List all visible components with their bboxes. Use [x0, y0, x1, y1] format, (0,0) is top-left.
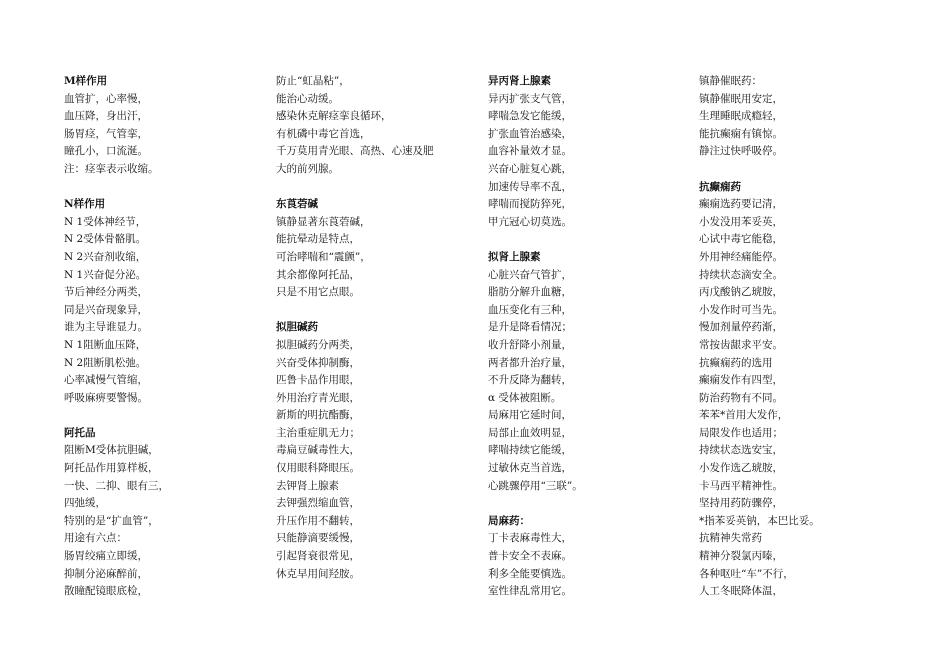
text-line: 苯苯*首用大发作， — [699, 409, 789, 422]
text-column-2 — [276, 73, 434, 583]
text-line: 哮喘而搅防猝死， — [488, 198, 572, 211]
text-line: 局限发作也适用； — [699, 426, 783, 439]
text-line: 谁为主导谁显力。 — [64, 321, 148, 334]
text-line: 哮喘急发它能缓， — [488, 110, 572, 123]
text-line: 节后神经分两类， — [64, 286, 148, 299]
text-line: 外用神经痛能停。 — [699, 250, 783, 263]
text-line: 散瞳配镜眼底检， — [64, 585, 148, 598]
text-line: 用途有六点： — [64, 532, 127, 545]
text-line: 外用治疗青光眼， — [276, 391, 360, 404]
text-line: 两者都升治疗量， — [488, 356, 572, 369]
text-line: 镇静催眠药： — [699, 75, 762, 87]
blank-line — [488, 231, 583, 249]
text-line: 卡马西平精神性。 — [699, 479, 783, 492]
text-line: 特别的是“扩血管”， — [64, 514, 159, 527]
blank-line — [64, 407, 169, 425]
text-line: 注：痉挛表示收缩。 — [64, 162, 159, 175]
text-line: 癫痫发作有四型， — [699, 374, 783, 387]
section-heading: 抗癫痫药 — [699, 180, 741, 193]
text-line: α 受体被阻断。 — [488, 391, 562, 404]
text-line: 脂肪分解升血糖， — [488, 286, 572, 299]
text-line: 血容补量效才显。 — [488, 145, 572, 158]
text-line: 哮喘持续它能缓， — [488, 444, 572, 457]
text-line: 阿托品作用算样板， — [64, 462, 159, 475]
text-line: 只是不用它点眼。 — [276, 286, 360, 299]
text-line: 持续状态选安宝， — [699, 444, 783, 457]
text-line: N 1受体神经节， — [64, 215, 147, 228]
section-heading: 局麻药： — [488, 514, 530, 527]
text-line: 其余都像阿托品， — [276, 268, 360, 281]
text-line: 血压变化有三种， — [488, 303, 572, 316]
text-line: 能抗晕动是特点， — [276, 233, 360, 246]
blank-line — [699, 161, 820, 179]
text-line: 慢加剂量停药渐， — [699, 321, 783, 334]
blank-line — [64, 179, 169, 197]
text-line: 千万莫用青光眼、高热、心速及肥 — [276, 145, 434, 158]
text-line: 镇静显著东莨菪碱， — [276, 215, 371, 228]
text-line: 持续状态滴安全。 — [699, 268, 783, 281]
text-line: 同是兴奋现象异， — [64, 303, 148, 316]
text-line: N 1兴奋促分泌。 — [64, 268, 147, 281]
text-line: N 1阻断血压降， — [64, 338, 147, 351]
text-line: 休克早用间羟胺。 — [276, 567, 360, 580]
section-heading: 异丙肾上腺素 — [488, 75, 551, 87]
text-line: 过敏休克当首选， — [488, 462, 572, 475]
text-line: 坚持用药防骤停， — [699, 497, 783, 510]
text-line: 小发作时可当先。 — [699, 303, 783, 316]
text-line: 是升是降看情况； — [488, 321, 572, 334]
text-line: 只能静滴要缓慢， — [276, 532, 360, 545]
text-line: 人工冬眠降体温， — [699, 585, 783, 598]
section-heading: 拟肾上腺素 — [488, 250, 541, 263]
text-line: 精神分裂氯丙嗪， — [699, 550, 783, 563]
text-line: 甲亢冠心切莫选。 — [488, 215, 572, 228]
text-line: 扩张血管治感染， — [488, 127, 572, 140]
text-line: 防止“虹晶粘”， — [276, 75, 350, 87]
text-line: 小发没用苯妥英， — [699, 215, 783, 228]
text-line: 毒扁豆碱毒性大， — [276, 444, 360, 457]
section-heading: M样作用 — [64, 75, 108, 87]
text-line: 丙戊酸钠乙琥胺， — [699, 286, 783, 299]
text-line: 肠胃痉，气管挛， — [64, 127, 148, 140]
text-line: 引起肾衰很常见， — [276, 550, 360, 563]
section-heading: 东莨菪碱 — [276, 198, 318, 211]
text-line: 心脏兴奋气管扩， — [488, 268, 572, 281]
text-line: 室性律乱常用它。 — [488, 585, 572, 598]
text-line: 四弛缓， — [64, 497, 106, 510]
text-line: 利多全能要慎选。 — [488, 567, 572, 580]
text-line: 肠胃绞痛立即缓， — [64, 550, 148, 563]
text-line: 一快、二抑、眼有三， — [64, 479, 169, 492]
text-line: 加速传导率不乱， — [488, 180, 572, 193]
text-line: 匹鲁卡品作用眼， — [276, 374, 360, 387]
text-line: 抗癫痫药的选用 — [699, 356, 773, 369]
text-line: 去钾强烈缩血管， — [276, 497, 360, 510]
text-line: 大的前列腺。 — [276, 162, 339, 175]
blank-line — [276, 302, 434, 320]
text-line: 异丙扩张支气管， — [488, 92, 572, 105]
text-line: 阻断M受体抗胆碱， — [64, 444, 159, 457]
text-line: 抗精神失常药 — [699, 532, 762, 545]
text-line: 新斯的明抗酯酶， — [276, 409, 360, 422]
text-line: 心试中毒它能稳， — [699, 233, 783, 246]
text-line: 瞳孔小，口流涎。 — [64, 145, 148, 158]
text-line: N 2兴奋剂收缩， — [64, 250, 147, 263]
text-line: 不升反降为翻转， — [488, 374, 572, 387]
text-line: 能治心动缓。 — [276, 92, 339, 105]
text-line: 癫痫选药要记清， — [699, 198, 783, 211]
text-column-1 — [64, 73, 169, 601]
text-line: 可治哮喘和“震颤”， — [276, 250, 371, 263]
text-line: 丁卡表麻毒性大， — [488, 532, 572, 545]
text-line: 兴奋心脏复心跳， — [488, 162, 572, 175]
text-line: N 2受体骨骼肌。 — [64, 233, 147, 246]
text-column-3 — [488, 73, 583, 601]
text-line: 能抗癫痫有镇惊。 — [699, 127, 783, 140]
text-line: 血压降，身出汗， — [64, 110, 148, 123]
section-heading: 拟胆碱药 — [276, 321, 318, 334]
text-line: 镇静催眠用安定， — [699, 92, 783, 105]
text-line: 抑制分泌麻醉前， — [64, 567, 148, 580]
text-line: 局部止血效明显， — [488, 426, 572, 439]
text-line: 收升舒降小剂量， — [488, 338, 572, 351]
text-line: 主治重症肌无力； — [276, 426, 360, 439]
blank-line — [276, 179, 434, 197]
text-line: 升压作用不翻转， — [276, 514, 360, 527]
text-line: N 2阻断肌松弛。 — [64, 356, 147, 369]
text-line: 仅用眼科降眼压。 — [276, 462, 360, 475]
blank-line — [488, 495, 583, 513]
text-line: 小发作选乙琥胺， — [699, 462, 783, 475]
text-line: 去钾肾上腺素 — [276, 479, 339, 492]
text-line: 感染休克解痉挛良循环， — [276, 110, 392, 123]
text-line: 生理睡眠成瘾轻， — [699, 110, 783, 123]
text-column-4 — [699, 73, 820, 601]
text-line: *指苯妥英钠，本巴比妥。 — [699, 514, 820, 527]
text-line: 各种呕吐“车”不行， — [699, 567, 794, 580]
text-line: 静注过快呼吸停。 — [699, 145, 783, 158]
text-line: 心率减慢气管缩， — [64, 374, 148, 387]
text-line: 拟胆碱药分两类， — [276, 338, 360, 351]
text-line: 防治药物有不同。 — [699, 391, 783, 404]
text-line: 兴奋受体抑制酶， — [276, 356, 360, 369]
text-line: 常按齿龈求平安。 — [699, 338, 783, 351]
text-line: 有机磷中毒它首选， — [276, 127, 371, 140]
section-heading: N样作用 — [64, 198, 106, 211]
text-line: 血管扩，心率慢， — [64, 92, 148, 105]
text-line: 局麻用它延时间， — [488, 409, 572, 422]
text-line: 呼吸麻痹要警惕。 — [64, 391, 148, 404]
text-line: 普卡安全不表麻。 — [488, 550, 572, 563]
section-heading: 阿托品 — [64, 426, 96, 439]
text-line: 心跳骤停用“三联”。 — [488, 479, 583, 492]
